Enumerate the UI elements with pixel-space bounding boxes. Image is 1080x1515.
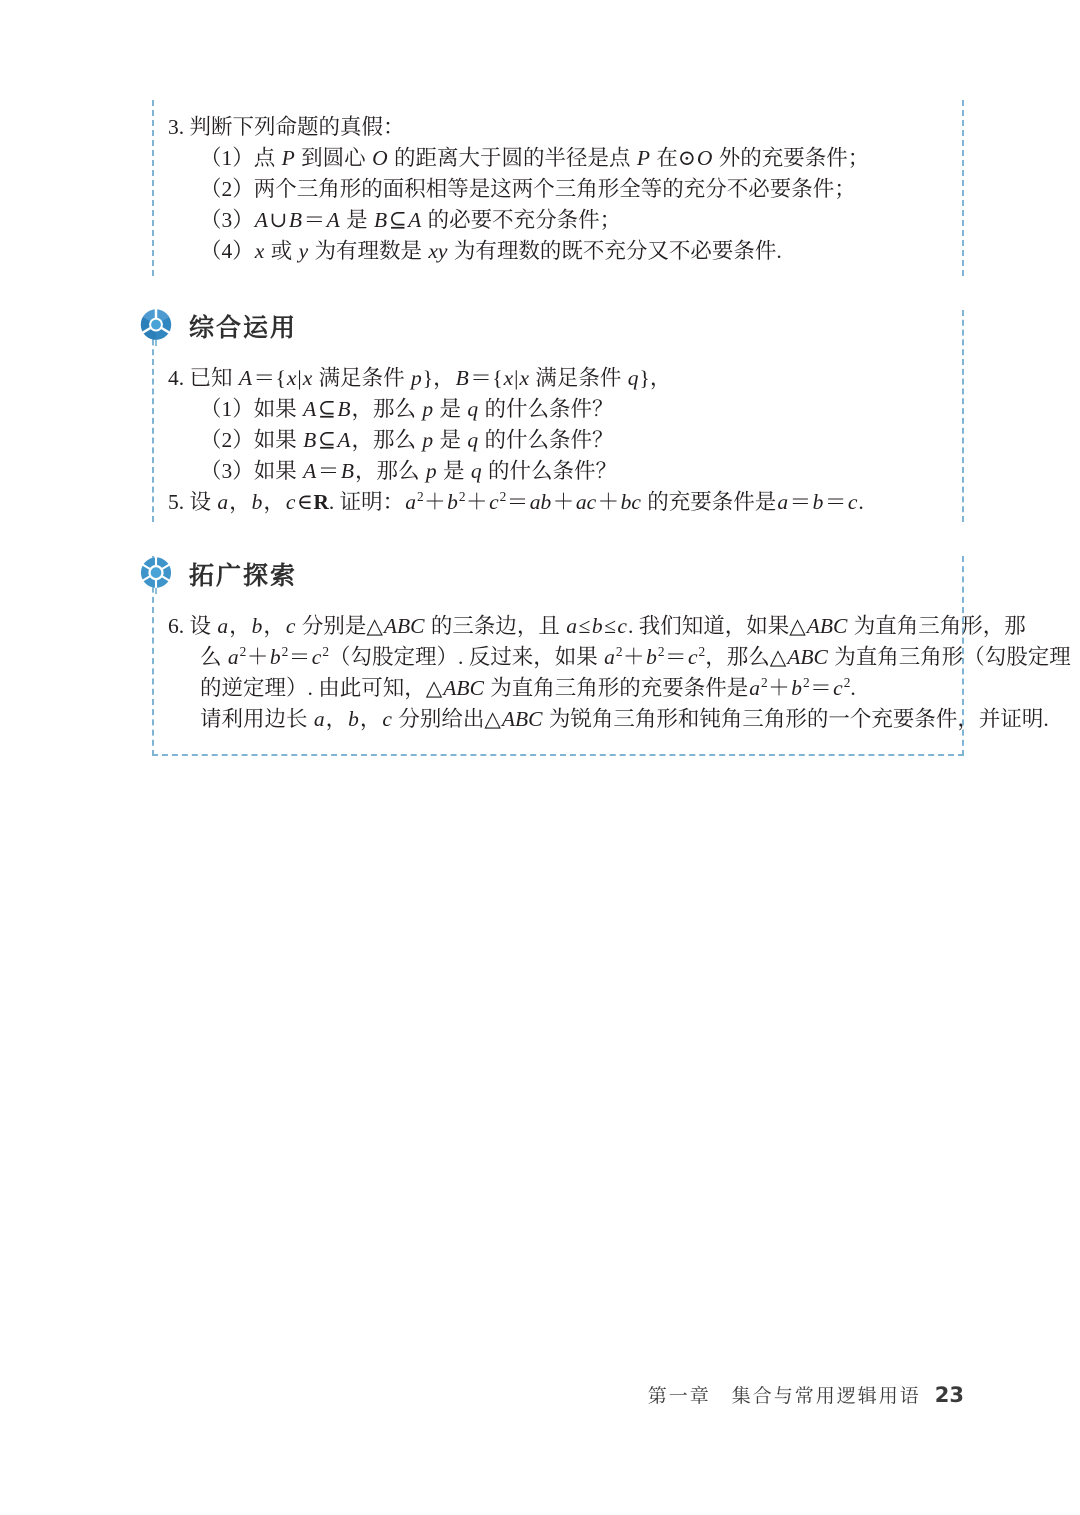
item-label: （4） bbox=[200, 239, 254, 263]
problem-6-line-1 bbox=[168, 611, 1026, 643]
math-var: a bbox=[313, 707, 325, 731]
problem-text: ， bbox=[359, 707, 382, 731]
section-heading-comprehensive bbox=[137, 308, 297, 346]
problem-text: 设 bbox=[189, 490, 217, 514]
item-label: （1） bbox=[200, 146, 254, 170]
item-text: 如果 bbox=[253, 459, 303, 483]
item-text: 是 bbox=[340, 208, 373, 232]
math-var: A bbox=[303, 397, 317, 421]
math-var: ab bbox=[529, 490, 552, 514]
chrome-circle-icon bbox=[137, 308, 175, 346]
problem-6-line-3 bbox=[200, 673, 856, 705]
math-var: a bbox=[405, 490, 416, 514]
math-exponent: 2 bbox=[615, 643, 623, 659]
math-operator: ＝ bbox=[470, 366, 492, 390]
problem-number: 4. bbox=[168, 366, 185, 390]
problem-3-item-1 bbox=[200, 143, 869, 175]
problem-4-item-2 bbox=[200, 425, 614, 457]
math-operator: ⊆ bbox=[317, 397, 336, 421]
math-triangle-label: ABC bbox=[443, 676, 484, 700]
problem-3-stem bbox=[168, 112, 405, 144]
page-number: 23 bbox=[934, 1383, 964, 1407]
math-var: x bbox=[286, 366, 297, 390]
item-text: 的什么条件？ bbox=[479, 397, 614, 421]
problem-3-item-2 bbox=[200, 174, 856, 206]
math-var: p bbox=[422, 428, 434, 452]
problem-4-item-1 bbox=[200, 394, 614, 426]
math-var: b bbox=[251, 490, 263, 514]
item-text: 点 bbox=[253, 146, 281, 170]
item-text: 为有理数的既不充分又不必要条件. bbox=[448, 239, 782, 263]
math-var: b bbox=[348, 707, 359, 731]
item-text: ，那么 bbox=[354, 459, 425, 483]
problem-6-line-2 bbox=[200, 642, 1071, 674]
math-var: x bbox=[302, 366, 313, 390]
math-var: A bbox=[326, 208, 340, 232]
math-var: a bbox=[604, 645, 615, 669]
math-var: q bbox=[627, 366, 639, 390]
problem-text: 么 bbox=[200, 645, 227, 669]
math-var: c bbox=[688, 645, 698, 669]
math-operator: ＝ bbox=[810, 676, 832, 700]
math-triangle-label: ABC bbox=[806, 614, 848, 638]
math-exponent: 2 bbox=[281, 643, 289, 659]
math-operator: ＋ bbox=[623, 645, 645, 669]
math-var: a bbox=[777, 490, 789, 514]
math-operator: ≤ bbox=[578, 614, 591, 638]
math-var: x bbox=[503, 366, 514, 390]
section-heading-label: 综合运用 bbox=[189, 312, 298, 342]
problem-text: . bbox=[858, 490, 864, 514]
problem-text: ， bbox=[263, 490, 285, 514]
math-operator: ＝ bbox=[317, 459, 340, 483]
footer-chapter-label: 第一章 集合与常用逻辑用语 bbox=[647, 1385, 921, 1407]
math-var: b bbox=[646, 645, 657, 669]
problem-text: 为直角三角形（勾股定理 bbox=[828, 645, 1071, 669]
problem-text: 判断下列命题的真假： bbox=[189, 115, 405, 139]
math-var: a bbox=[227, 645, 239, 669]
math-var: B bbox=[455, 366, 469, 390]
math-var: a bbox=[217, 490, 229, 514]
math-var: q bbox=[467, 397, 479, 421]
math-operator: ＝ bbox=[303, 208, 326, 232]
math-var: A bbox=[254, 208, 268, 232]
problem-text: 的三条边，且 bbox=[425, 614, 566, 638]
problem-text: 请利用边长 bbox=[200, 707, 313, 731]
item-text: ，那么 bbox=[351, 397, 422, 421]
math-operator: ⊆ bbox=[388, 208, 407, 232]
problem-text: 为直角三角形的充要条件是 bbox=[484, 676, 749, 700]
math-var: c bbox=[285, 490, 296, 514]
math-var: p bbox=[422, 397, 434, 421]
item-text: 的什么条件？ bbox=[479, 428, 614, 452]
math-operator: ＝ bbox=[506, 490, 529, 514]
math-var: A bbox=[303, 459, 317, 483]
math-var: q bbox=[470, 459, 482, 483]
math-exponent: 2 bbox=[239, 643, 247, 659]
math-exponent: 2 bbox=[322, 643, 329, 659]
problem-3-item-4 bbox=[200, 236, 782, 268]
problem-3-item-3 bbox=[200, 205, 621, 237]
problem-text: 为锐角三角形和钝角三角形的一个充要条件，并证明. bbox=[543, 707, 1049, 731]
section-heading-label: 拓广探索 bbox=[189, 560, 298, 590]
math-var: B bbox=[373, 208, 388, 232]
item-text: 是 bbox=[434, 397, 467, 421]
math-operator: ＝ bbox=[824, 490, 847, 514]
math-operator: ＋ bbox=[424, 490, 446, 514]
problem-text: . bbox=[850, 676, 856, 700]
math-var: B bbox=[288, 208, 303, 232]
math-operator: ＝ bbox=[288, 645, 311, 669]
math-var: A bbox=[337, 428, 351, 452]
item-label: （3） bbox=[200, 208, 254, 232]
item-text: 两个三角形的面积相等是这两个三角形全等的充分不必要条件； bbox=[253, 177, 856, 201]
problem-text: ， bbox=[263, 614, 285, 638]
math-var: P bbox=[636, 146, 650, 170]
math-bar: | bbox=[514, 366, 519, 390]
item-text: 是 bbox=[434, 428, 467, 452]
problem-text: 的逆定理）. 由此可知，△ bbox=[200, 676, 443, 700]
item-label: （3） bbox=[200, 459, 254, 483]
item-label: （2） bbox=[200, 177, 254, 201]
math-var: c bbox=[311, 645, 322, 669]
problem-text: 满足条件 bbox=[313, 366, 411, 390]
math-var: c bbox=[489, 490, 499, 514]
item-text: 到圆心 bbox=[295, 146, 372, 170]
problem-text: 满足条件 bbox=[530, 366, 627, 390]
problem-text: ， bbox=[433, 366, 455, 390]
math-var: O bbox=[372, 146, 388, 170]
math-operator: ＝ bbox=[253, 366, 276, 390]
item-text: 的必要不充分条件； bbox=[422, 208, 622, 232]
math-var: c bbox=[847, 490, 858, 514]
math-var: B bbox=[337, 397, 351, 421]
section-heading-exploration bbox=[137, 556, 297, 594]
item-text: 的距离大于圆的半径是点 bbox=[388, 146, 636, 170]
item-text: 是 bbox=[437, 459, 470, 483]
math-operator: ＝ bbox=[789, 490, 812, 514]
math-operator: ≤ bbox=[604, 614, 616, 638]
page-footer bbox=[0, 1381, 964, 1408]
item-text: 或 bbox=[265, 239, 298, 263]
math-var: b bbox=[591, 614, 603, 638]
problem-text: . 证明： bbox=[328, 490, 405, 514]
math-exponent: 2 bbox=[802, 674, 810, 690]
math-operator: ∪ bbox=[269, 208, 288, 232]
problem-4-item-3 bbox=[200, 456, 617, 488]
math-var: bc bbox=[620, 490, 641, 514]
item-label: （2） bbox=[200, 428, 254, 452]
math-var: q bbox=[467, 428, 479, 452]
math-var: A bbox=[238, 366, 253, 390]
item-text: 的什么条件？ bbox=[482, 459, 617, 483]
math-brace: } bbox=[422, 366, 434, 390]
problem-text: 分别给出△ bbox=[392, 707, 501, 731]
math-var: b bbox=[251, 614, 263, 638]
math-var: x bbox=[254, 239, 265, 263]
problem-text: 设 bbox=[189, 614, 217, 638]
math-exponent: 2 bbox=[843, 674, 851, 690]
item-text: 为有理数是 bbox=[309, 239, 428, 263]
problem-5-stem bbox=[168, 487, 864, 519]
math-var: b bbox=[812, 490, 824, 514]
math-var: y bbox=[298, 239, 309, 263]
math-var: b bbox=[447, 490, 458, 514]
math-exponent: 2 bbox=[458, 488, 466, 504]
math-exponent: 2 bbox=[499, 488, 507, 504]
math-var: p bbox=[411, 366, 422, 390]
problem-text: 已知 bbox=[189, 366, 238, 390]
math-operator: ＋ bbox=[768, 676, 790, 700]
math-triangle-label: ABC bbox=[383, 614, 425, 638]
math-var: c bbox=[285, 614, 296, 638]
problem-text: 的充要条件是 bbox=[641, 490, 777, 514]
math-exponent: 2 bbox=[657, 643, 665, 659]
problem-4-stem bbox=[168, 363, 671, 395]
math-var: b bbox=[791, 676, 802, 700]
math-operator: ＝ bbox=[664, 645, 687, 669]
problem-number: 6. bbox=[168, 614, 185, 638]
problem-text: ， bbox=[229, 614, 251, 638]
math-exponent: 2 bbox=[761, 674, 768, 690]
math-operator: ＋ bbox=[466, 490, 488, 514]
math-exponent: 2 bbox=[416, 488, 424, 504]
problem-text: 分别是△ bbox=[296, 614, 383, 638]
math-var: a bbox=[749, 676, 761, 700]
math-var: B bbox=[303, 428, 317, 452]
problem-text: ， bbox=[649, 366, 672, 390]
problem-text: . 我们知道，如果△ bbox=[627, 614, 806, 638]
problem-text: ，那么△ bbox=[705, 645, 787, 669]
problem-number: 5. bbox=[168, 490, 185, 514]
math-var: c bbox=[833, 676, 843, 700]
item-text: 如果 bbox=[253, 428, 303, 452]
math-var: ac bbox=[575, 490, 597, 514]
math-operator: ＋ bbox=[597, 490, 620, 514]
math-var: A bbox=[408, 208, 422, 232]
math-triangle-label: ABC bbox=[501, 707, 543, 731]
problem-number: 3. bbox=[168, 115, 185, 139]
item-label: （1） bbox=[200, 397, 254, 421]
math-var: P bbox=[281, 146, 295, 170]
problem-text: ， bbox=[229, 490, 251, 514]
math-brace: } bbox=[639, 366, 650, 390]
math-operator: ∈ bbox=[296, 490, 313, 514]
math-exponent: 2 bbox=[698, 643, 706, 659]
math-operator: ＋ bbox=[552, 490, 575, 514]
aperture-icon bbox=[137, 556, 175, 594]
problem-text: ， bbox=[325, 707, 348, 731]
math-operator: ＋ bbox=[246, 645, 269, 669]
item-text: 外的充要条件； bbox=[713, 146, 870, 170]
math-var: B bbox=[340, 459, 354, 483]
math-bar: | bbox=[297, 366, 302, 390]
math-var: a bbox=[217, 614, 229, 638]
math-var: c bbox=[382, 707, 392, 731]
math-operator: ⊆ bbox=[317, 428, 336, 452]
math-brace: { bbox=[492, 366, 503, 390]
math-var: b bbox=[269, 645, 281, 669]
math-var: p bbox=[425, 459, 437, 483]
problem-text: 为直角三角形，那 bbox=[848, 614, 1026, 638]
math-set-R: R bbox=[313, 490, 329, 514]
item-text: 在⊙ bbox=[651, 146, 696, 170]
math-triangle-label: ABC bbox=[787, 645, 828, 669]
problem-6-line-4 bbox=[200, 704, 1049, 736]
problem-text: （勾股定理）. 反过来，如果 bbox=[328, 645, 604, 669]
math-var: c bbox=[617, 614, 627, 638]
math-var: a bbox=[566, 614, 578, 638]
math-var: O bbox=[696, 146, 713, 170]
math-var: x bbox=[519, 366, 530, 390]
item-text: ，那么 bbox=[351, 428, 422, 452]
math-brace: { bbox=[275, 366, 286, 390]
item-text: 如果 bbox=[253, 397, 303, 421]
math-var: xy bbox=[428, 239, 448, 263]
